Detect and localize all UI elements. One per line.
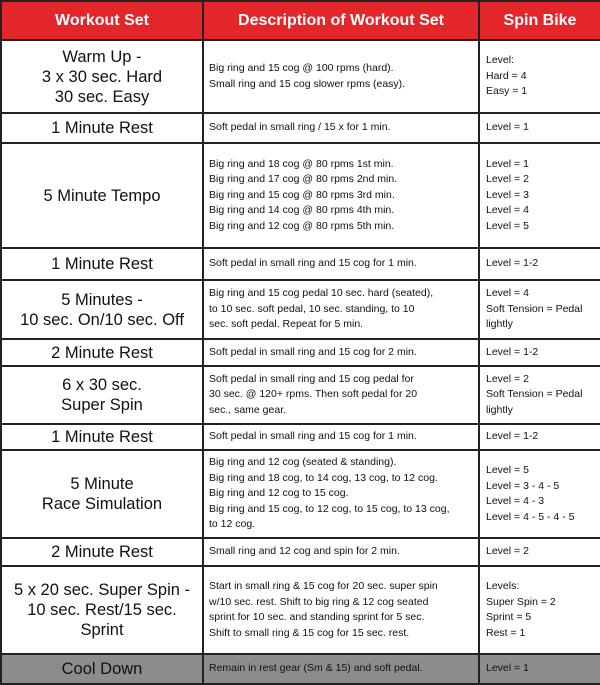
- workout-set-name: 5 Minute Tempo: [1, 143, 203, 248]
- spin-bike-level: Level = 1-2: [479, 339, 600, 366]
- workout-description: Big ring and 18 cog @ 80 rpms 1st min. Big ring and 17 cog @ 80 rpms 2nd min. Big ring and 15 cog @ 80 rpms 3rd min. Big ring and 14 cog @ 80 rpms 4th min. Big ring and 12 cog @ 80 rpms 5th min.: [203, 143, 479, 248]
- spin-bike-level: Level = 1-2: [479, 248, 600, 280]
- spin-bike-level: Level = 1: [479, 654, 600, 684]
- spin-bike-level: Level = 1-2: [479, 424, 600, 450]
- table-row: [1, 143, 600, 248]
- spin-bike-level: Level = 5 Level = 3 - 4 - 5 Level = 4 - 3 Level = 4 - 5 - 4 - 5: [479, 450, 600, 538]
- workout-set-name: Warm Up - 3 x 30 sec. Hard 30 sec. Easy: [1, 40, 203, 113]
- header-workout-set: Workout Set: [1, 1, 203, 40]
- workout-description: Soft pedal in small ring and 15 cog for 1 min.: [203, 424, 479, 450]
- table-row: [1, 538, 600, 566]
- spin-bike-level: Level = 1: [479, 113, 600, 143]
- table-row-cool-down: [1, 654, 600, 684]
- table-row: [1, 366, 600, 424]
- table-row: [1, 339, 600, 366]
- workout-description: Soft pedal in small ring and 15 cog for 2 min.: [203, 339, 479, 366]
- workout-description: Soft pedal in small ring and 15 cog for 1 min.: [203, 248, 479, 280]
- workout-set-name: 5 Minutes - 10 sec. On/10 sec. Off: [1, 280, 203, 339]
- spin-bike-level: Levels: Super Spin = 2 Sprint = 5 Rest = 1: [479, 566, 600, 654]
- spin-bike-level: Level = 2 Soft Tension = Pedal lightly: [479, 366, 600, 424]
- table-row: [1, 280, 600, 339]
- header-description: Description of Workout Set: [203, 1, 479, 40]
- workout-description: Soft pedal in small ring / 15 x for 1 min.: [203, 113, 479, 143]
- workout-description: Soft pedal in small ring and 15 cog pedal for 30 sec. @ 120+ rpms. Then soft pedal for 20 sec., same gear.: [203, 366, 479, 424]
- workout-set-name: 1 Minute Rest: [1, 248, 203, 280]
- workout-set-name: 1 Minute Rest: [1, 424, 203, 450]
- table-row: [1, 424, 600, 450]
- workout-set-name: 1 Minute Rest: [1, 113, 203, 143]
- workout-set-name: Cool Down: [1, 654, 203, 684]
- workout-description: Start in small ring & 15 cog for 20 sec. super spin w/10 sec. rest. Shift to big ring & 12 cog seated sprint for 10 sec. and standing sprint for 5 sec. Shift to small ring & 15 cog for 15 sec. rest.: [203, 566, 479, 654]
- spin-bike-level: Level = 4 Soft Tension = Pedal lightly: [479, 280, 600, 339]
- workout-set-name: 2 Minute Rest: [1, 339, 203, 366]
- spin-bike-level: Level: Hard = 4 Easy = 1: [479, 40, 600, 113]
- header-spin-bike: Spin Bike: [479, 1, 600, 40]
- workout-description: Big ring and 15 cog @ 100 rpms (hard). Small ring and 15 cog slower rpms (easy).: [203, 40, 479, 113]
- workout-set-name: 5 Minute Race Simulation: [1, 450, 203, 538]
- workout-description: Small ring and 12 cog and spin for 2 min.: [203, 538, 479, 566]
- table-row: [1, 113, 600, 143]
- table-row: [1, 566, 600, 654]
- workout-set-name: 2 Minute Rest: [1, 538, 203, 566]
- spin-bike-level: Level = 2: [479, 538, 600, 566]
- workout-description: Big ring and 12 cog (seated & standing). Big ring and 18 cog, to 14 cog, 13 cog, to 12 cog. Big ring and 12 cog to 15 cog. Big ring and 15 cog, to 12 cog, to 15 cog, to 13 cog, to 12 cog.: [203, 450, 479, 538]
- table-row: [1, 248, 600, 280]
- workout-set-name: 6 x 30 sec. Super Spin: [1, 366, 203, 424]
- table-header-row: [1, 1, 600, 40]
- workout-description: Remain in rest gear (Sm & 15) and soft pedal.: [203, 654, 479, 684]
- table-row: [1, 40, 600, 113]
- workout-set-name: 5 x 20 sec. Super Spin - 10 sec. Rest/15 sec. Sprint: [1, 566, 203, 654]
- table-row: [1, 450, 600, 538]
- workout-description: Big ring and 15 cog pedal 10 sec. hard (seated), to 10 sec. soft pedal, 10 sec. standing, to 10 sec. soft pedal. Repeat for 5 min.: [203, 280, 479, 339]
- spin-bike-level: Level = 1 Level = 2 Level = 3 Level = 4 Level = 5: [479, 143, 600, 248]
